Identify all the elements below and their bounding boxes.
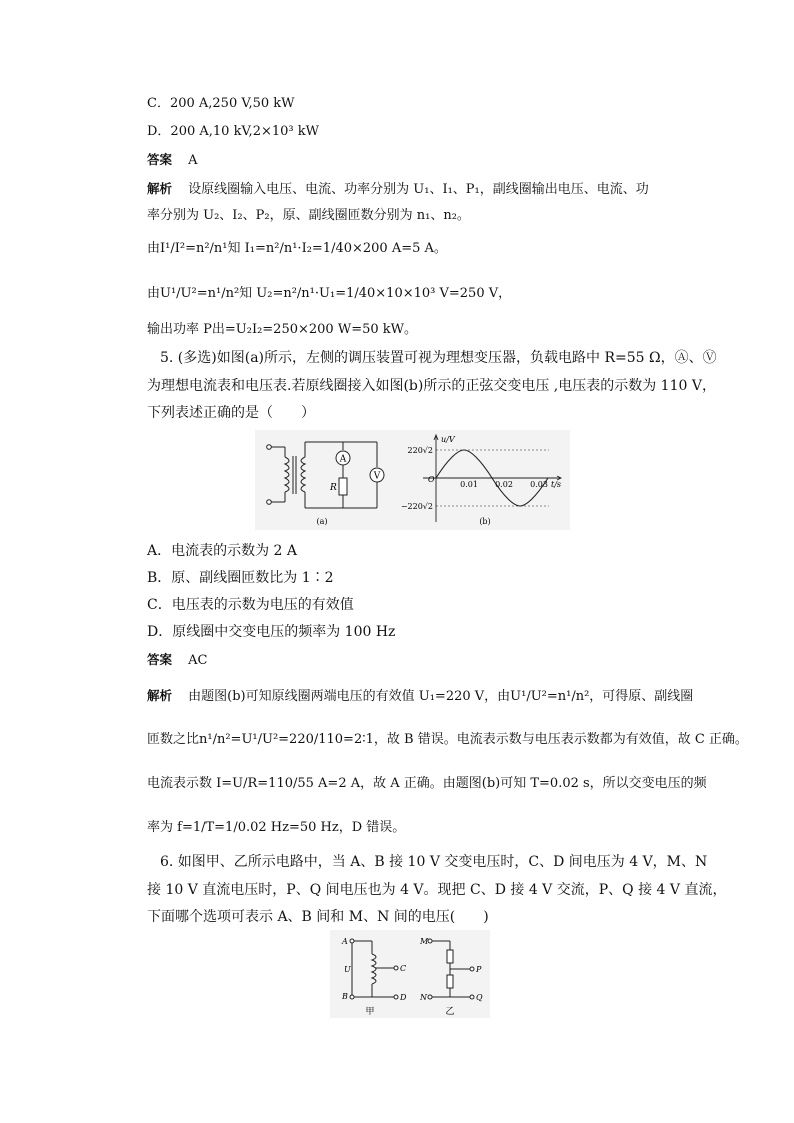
explanation-text: 设原线圈输入电压、电流、功率分别为 U₁、I₁、P₁，副线圈输出电压、电流、功 (188, 182, 649, 197)
caption-b: (b) (479, 517, 491, 526)
tick-003: 0.03 (530, 480, 548, 489)
question-6-line-3: 下面哪个选项可表示 A、B 间和 M、N 间的电压( ) (147, 909, 489, 925)
explanation-label: 解析 (147, 688, 173, 703)
label-b: B (342, 992, 348, 1001)
caption-jia: 甲 (365, 1007, 375, 1017)
caption-a: (a) (316, 517, 328, 526)
explanation-5-line-1 (147, 688, 693, 705)
equation-2: 由U¹/U²=n¹/n²知 U₂=n²/n¹·U₁=1/40×10×10³ V=250 V， (147, 286, 512, 301)
tick-001: 0.01 (460, 480, 478, 489)
voltmeter-symbol: V (373, 471, 381, 482)
figure-q5 (255, 430, 570, 530)
resistor-label: R (330, 483, 337, 493)
explanation-5-line-3: 电流表示数 I=U/R=110/55 A=2 A，故 A 正确。由题图(b)可知 T=0.02 s，所以交变电压的频 (147, 776, 707, 791)
option-5b: B．原、副线圈匝数比为 1∶2 (147, 570, 334, 586)
question-5-line-3: 下列表述正确的是（ ） (147, 405, 315, 421)
label-a: A (342, 937, 348, 946)
origin-label: O (428, 475, 435, 484)
question-6-line-1: 6. 如图甲、乙所示电路中，当 A、B 接 10 V 交变电压时，C、D 间电压为 4 V，M、N (160, 854, 708, 870)
caption-yi: 乙 (445, 1007, 455, 1017)
equation-1: 由I¹/I²=n²/n¹知 I₁=n²/n¹·I₂=1/40×200 A=5 A。 (147, 241, 447, 256)
question-5-line-1: 5. (多选)如图(a)所示，左侧的调压装置可视为理想变压器，负载电路中 R=55 Ω，Ⓐ、Ⓥ (160, 350, 717, 366)
y-min-label: −220√2 (400, 502, 433, 511)
t-axis-label: t/s (551, 480, 562, 489)
answer-label: 答案 (147, 652, 173, 667)
explanation-text: 由题图(b)可知原线圈两端电压的有效值 U₁=220 V，由U¹/U²=n¹/n²，可得原、副线圈 (188, 689, 694, 704)
answer-value: AC (188, 653, 208, 668)
answer-4 (147, 152, 198, 169)
question-6-line-2: 接 10 V 直流电压时，P、Q 间电压也为 4 V。现把 C、D 接 4 V 交流，P、Q 接 4 V 直流， (147, 882, 727, 898)
explanation-5-line-4: 率为 f=1/T=1/0.02 Hz=50 Hz，D 错误。 (147, 820, 406, 835)
option-c: C．200 A,250 V,50 kW (147, 96, 295, 111)
answer-5 (147, 652, 208, 669)
answer-label: 答案 (147, 152, 173, 167)
option-d: D．200 A,10 kV,2×10³ kW (147, 124, 319, 139)
label-q: Q (476, 993, 483, 1002)
explanation-4 (147, 181, 649, 198)
label-c: C (400, 964, 407, 973)
label-m: M (420, 937, 429, 946)
label-d: D (400, 993, 407, 1002)
question-5-line-2: 为理想电流表和电压表.若原线圈接入如图(b)所示的正弦交变电压 ,电压表的示数为 110 V， (147, 378, 716, 394)
label-p: P (476, 965, 482, 974)
tick-002: 0.02 (495, 480, 513, 489)
option-5c: C．电压表的示数为电压的有效值 (147, 597, 354, 613)
y-axis-label: u/V (441, 435, 455, 444)
answer-value: A (188, 153, 198, 168)
explanation-5-line-2: 匝数之比n¹/n²=U¹/U²=220/110=2∶1，故 B 错误。电流表示数与电压表示数都为有效值，故 C 正确。 (147, 732, 748, 747)
explanation-4-cont: 率分别为 U₂、I₂、P₂，原、副线圈匝数分别为 n₁、n₂。 (147, 208, 470, 223)
option-5a: A．电流表的示数为 2 A (147, 543, 298, 559)
ammeter-symbol: A (339, 454, 347, 465)
figure-q6 (330, 930, 490, 1018)
y-max-label: 220√2 (407, 446, 433, 455)
label-u: U (344, 965, 351, 974)
explanation-label: 解析 (147, 181, 173, 196)
label-n: N (420, 993, 427, 1002)
option-5d: D．原线圈中交变电压的频率为 100 Hz (147, 624, 396, 640)
equation-3: 输出功率 P出=U₂I₂=250×200 W=50 kW。 (147, 322, 417, 337)
